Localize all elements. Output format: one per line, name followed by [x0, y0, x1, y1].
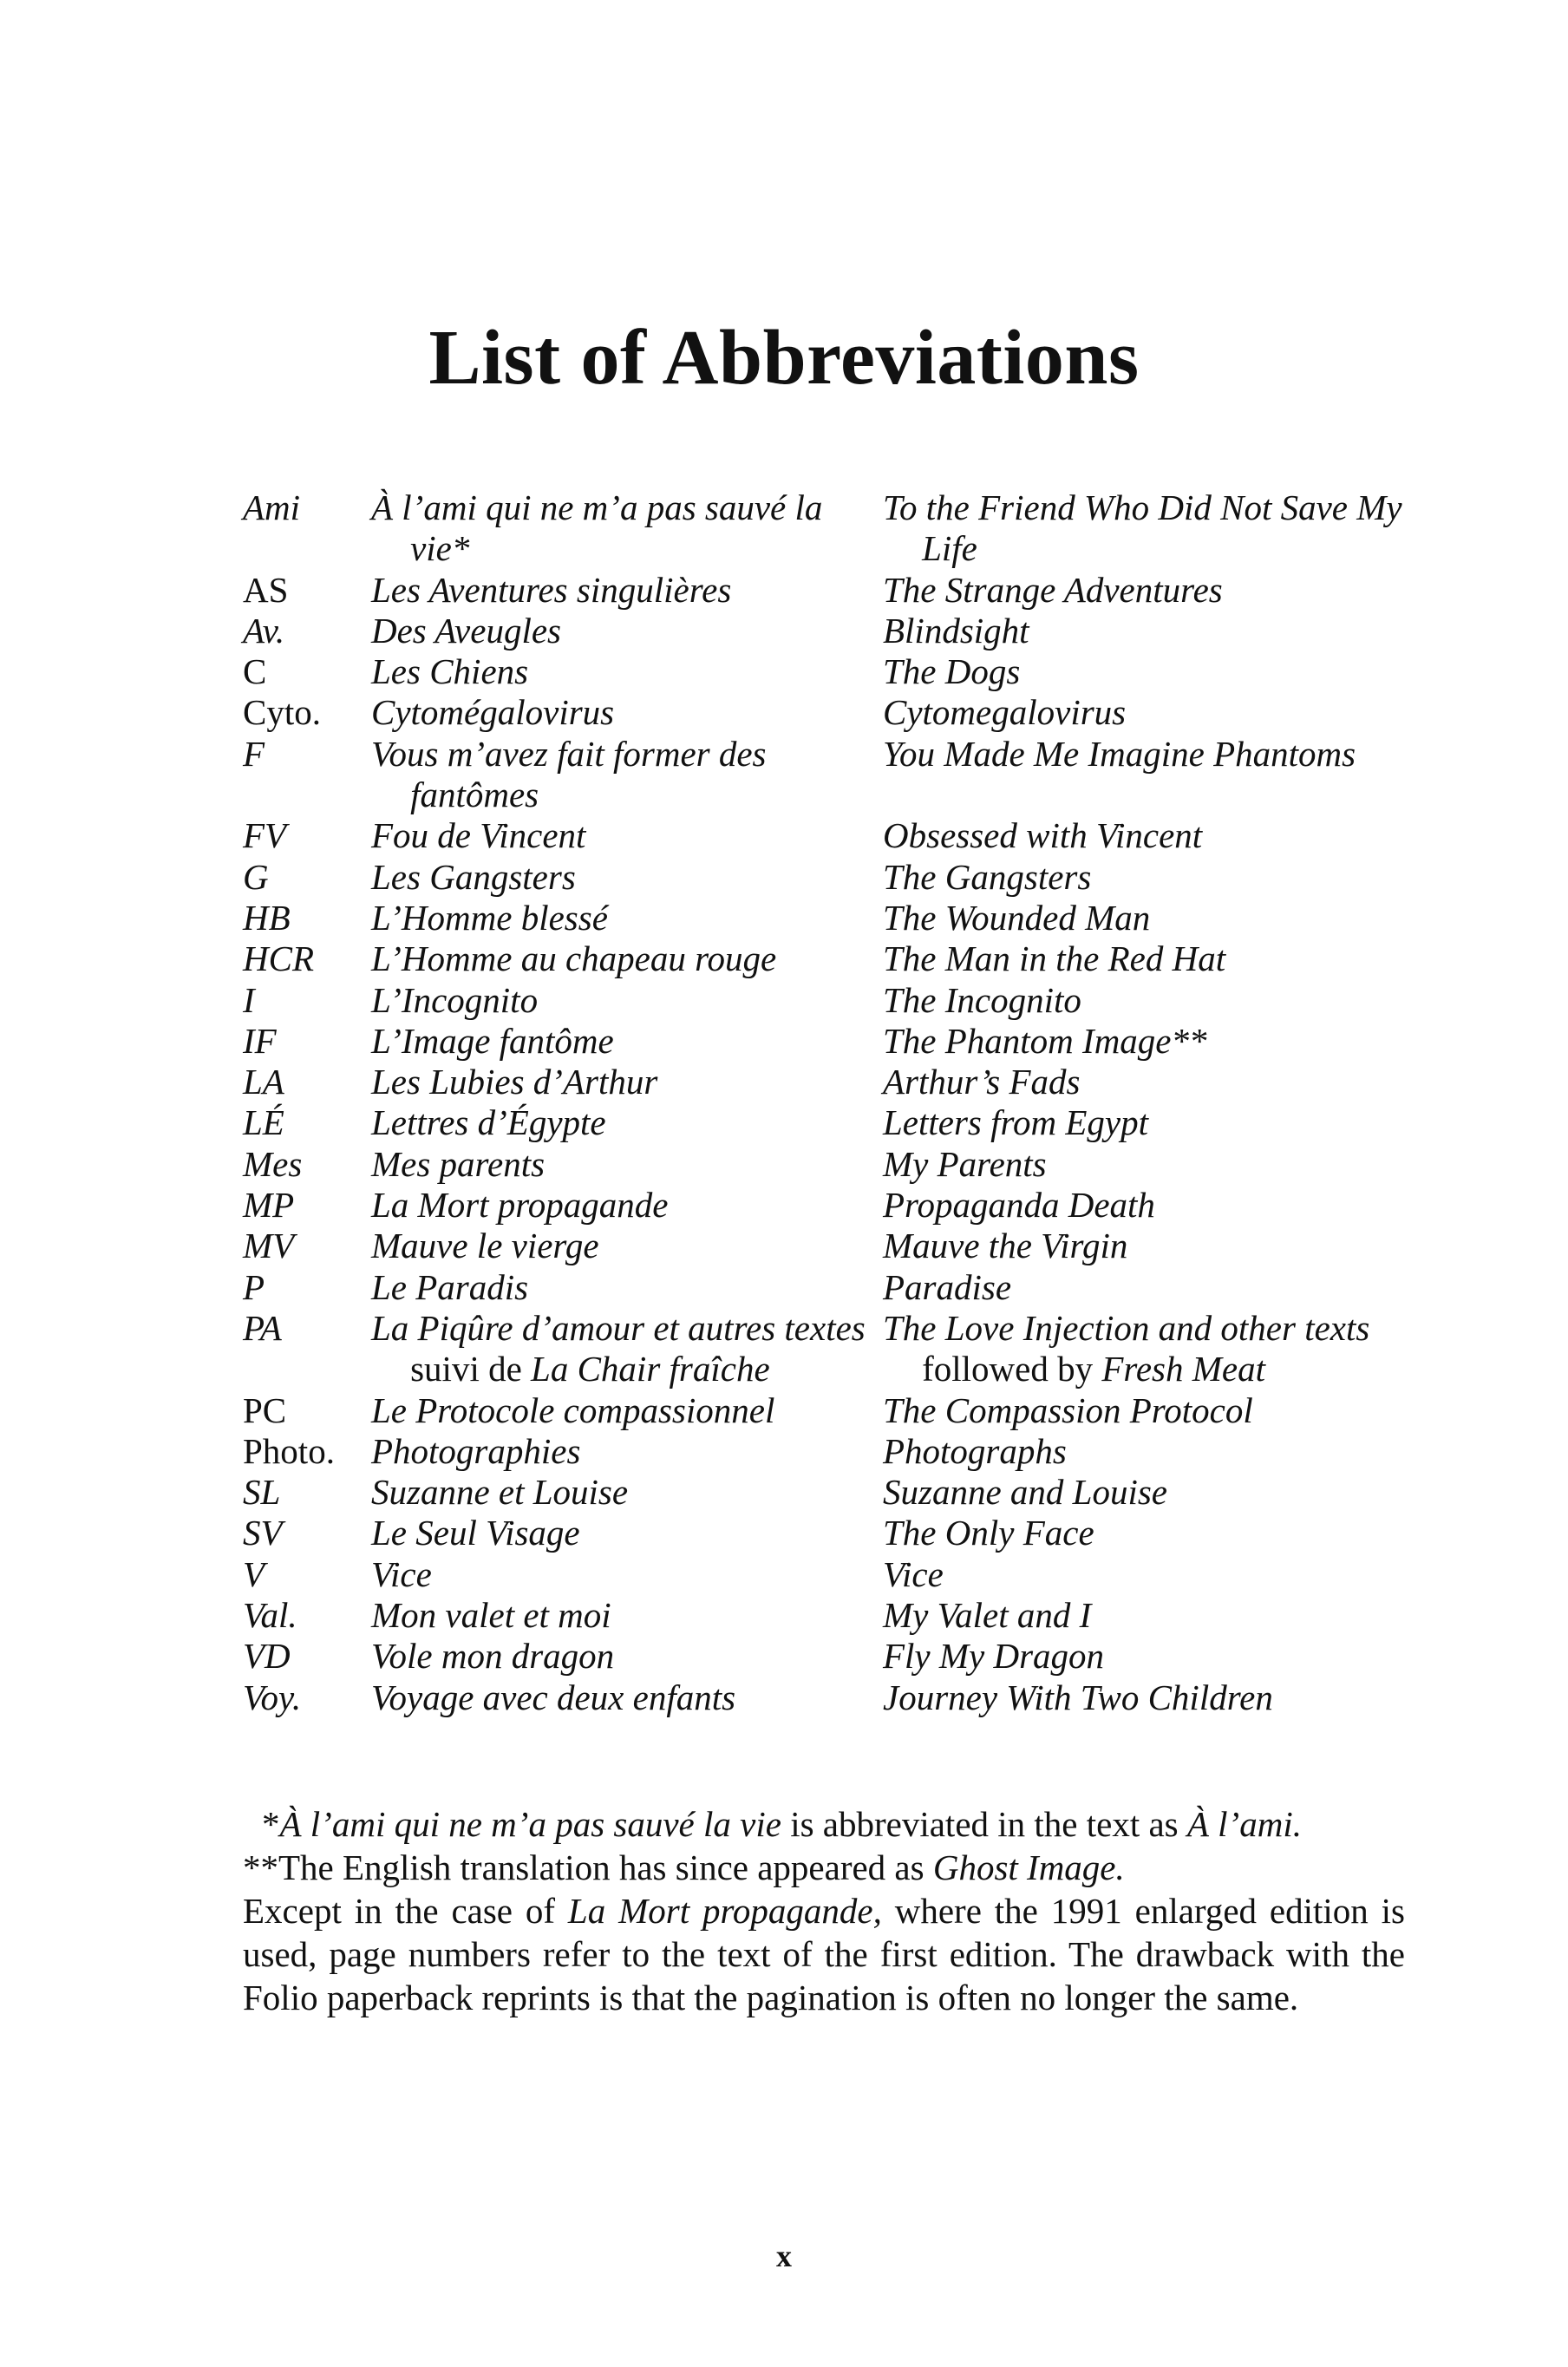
- french-title: Le Protocole compassionnel: [371, 1389, 775, 1430]
- english-title: The Only Face: [883, 1513, 1094, 1553]
- abbreviation-code: LÉ: [243, 1102, 284, 1143]
- page-number: x: [776, 2239, 792, 2273]
- abbreviation-code: PA: [243, 1307, 282, 1348]
- abbreviation-row: [243, 1021, 1405, 1062]
- english-title: The Incognito: [883, 979, 1081, 1020]
- note-text: where the 1991 enlarged edition is used, page numbers refer to the text of the first edition. The drawback with the Folio paperback reprints is that the pagination is often no longer the same.: [243, 1891, 1405, 2017]
- french-title: Photographies: [371, 1430, 581, 1471]
- abbreviation-row: [243, 1308, 1405, 1390]
- french-title: Mes parents: [371, 1143, 546, 1184]
- note-text: Except in the case of: [243, 1891, 568, 1931]
- french-title: Le Paradis: [371, 1266, 529, 1307]
- abbreviation-row: [243, 487, 1405, 570]
- abbreviation-row: [243, 1472, 1405, 1513]
- french-title: Voyage avec deux enfants: [371, 1677, 736, 1717]
- french-title: L’Homme au chapeau rouge: [371, 938, 777, 979]
- abbreviation-row: [243, 734, 1405, 816]
- abbreviation-code: HCR: [243, 938, 314, 979]
- english-title: Journey With Two Children: [883, 1677, 1273, 1717]
- english-title-part: Fresh Meat: [1101, 1349, 1265, 1389]
- note-title: La Mort propagande,: [567, 1891, 882, 1931]
- french-title-part: La Chair fraîche: [531, 1349, 770, 1389]
- footnote-text: **The English translation has since appeared as: [243, 1847, 933, 1887]
- abbreviation-code: P: [243, 1266, 265, 1307]
- french-title: Les Lubies d’Arthur: [371, 1062, 658, 1102]
- abbreviation-code: V: [243, 1553, 265, 1594]
- abbreviation-code: LA: [243, 1062, 284, 1102]
- abbreviation-row: [243, 815, 1405, 856]
- abbreviation-code: Val.: [243, 1595, 297, 1636]
- abbreviation-row: [243, 1390, 1405, 1431]
- abbreviation-row: [243, 1267, 1405, 1308]
- english-title: Blindsight: [883, 610, 1029, 651]
- abbreviation-row: [243, 1062, 1405, 1102]
- abbreviation-code: F: [243, 733, 265, 774]
- english-title: Cytomegalovirus: [883, 692, 1127, 733]
- abbreviation-code: SV: [243, 1513, 283, 1553]
- english-title: Arthur’s Fads: [883, 1062, 1081, 1102]
- abbreviation-row: [243, 857, 1405, 898]
- abbreviation-row: [243, 980, 1405, 1021]
- french-title: Vole mon dragon: [371, 1636, 615, 1677]
- footnote-title: Ghost Image.: [932, 1847, 1125, 1887]
- english-title: To the Friend Who Did Not Save My Life: [883, 487, 1402, 569]
- french-title: Des Aveugles: [371, 610, 561, 651]
- abbreviation-code: I: [243, 979, 255, 1020]
- abbreviation-row: [243, 1226, 1405, 1266]
- footnote-title-short: À l’ami.: [1186, 1804, 1302, 1844]
- english-title: The Dogs: [883, 651, 1021, 692]
- abbreviation-code: Mes: [243, 1143, 303, 1184]
- french-title: À l’ami qui ne m’a pas sauvé la vie*: [371, 487, 823, 569]
- abbreviation-code: G: [243, 856, 269, 897]
- footnote-marker: *: [262, 1804, 280, 1844]
- abbreviation-row: [243, 1636, 1405, 1677]
- english-title-part: The Love Injection and other texts: [883, 1307, 1370, 1348]
- english-title: The Strange Adventures: [883, 569, 1223, 610]
- abbreviation-code: PC: [243, 1389, 287, 1430]
- abbreviation-code: Cyto.: [243, 692, 321, 733]
- abbreviation-row: [243, 1595, 1405, 1636]
- english-title: Propaganda Death: [883, 1185, 1155, 1226]
- french-title: La Mort propagande: [371, 1185, 669, 1226]
- abbreviation-code: Voy.: [243, 1677, 302, 1717]
- english-title: The Wounded Man: [883, 897, 1151, 938]
- abbreviation-code: Av.: [243, 610, 285, 651]
- abbreviation-row: [243, 1677, 1405, 1718]
- abbreviations-table: [243, 487, 1405, 1718]
- abbreviation-row: [243, 1513, 1405, 1553]
- french-title: Les Chiens: [371, 651, 529, 692]
- abbreviation-code: MV: [243, 1226, 295, 1266]
- french-title: Mauve le vierge: [371, 1226, 599, 1266]
- abbreviation-row: [243, 1102, 1405, 1143]
- abbreviation-row: [243, 1554, 1405, 1595]
- french-title: Vous m’avez fait former des fantômes: [371, 733, 767, 815]
- english-title: The Phantom Image**: [883, 1020, 1207, 1061]
- footnote-1: [243, 1802, 1405, 1846]
- abbreviation-row: [243, 1144, 1405, 1185]
- abbreviation-code: Ami: [243, 487, 301, 527]
- french-title: Le Seul Visage: [371, 1513, 580, 1553]
- abbreviation-code: IF: [243, 1020, 277, 1061]
- french-title: L’Homme blessé: [371, 897, 608, 938]
- french-title: L’Incognito: [371, 979, 539, 1020]
- english-title: My Parents: [883, 1143, 1047, 1184]
- footnote-text: is abbreviated in the text as: [781, 1804, 1187, 1844]
- french-title: Lettres d’Égypte: [371, 1102, 606, 1143]
- english-title: Mauve the Virgin: [883, 1226, 1128, 1266]
- abbreviation-row: [243, 898, 1405, 938]
- edition-note: [243, 1889, 1405, 2019]
- english-title-part: followed by: [922, 1349, 1102, 1389]
- french-title: Les Gangsters: [371, 856, 576, 897]
- french-title: L’Image fantôme: [371, 1020, 614, 1061]
- abbreviation-row: [243, 938, 1405, 979]
- abbreviation-code: C: [243, 651, 267, 692]
- french-title-part: suivi de: [410, 1349, 532, 1389]
- abbreviation-code: HB: [243, 897, 291, 938]
- french-title: Cytomégalovirus: [371, 692, 615, 733]
- abbreviation-code: AS: [243, 569, 289, 610]
- abbreviation-code: SL: [243, 1472, 281, 1513]
- french-title: Mon valet et moi: [371, 1595, 611, 1636]
- abbreviation-row: [243, 1431, 1405, 1472]
- french-title: [371, 1308, 883, 1390]
- abbreviation-code: VD: [243, 1636, 291, 1677]
- abbreviation-row: [243, 1185, 1405, 1226]
- english-title: Fly My Dragon: [883, 1636, 1105, 1677]
- english-title: Obsessed with Vincent: [883, 815, 1203, 856]
- abbreviation-code: FV: [243, 815, 287, 856]
- french-title: Les Aventures singulières: [371, 569, 732, 610]
- abbreviation-code: MP: [243, 1185, 295, 1226]
- abbreviation-row: [243, 611, 1405, 651]
- notes: [243, 1802, 1405, 2019]
- footnote-title-full: À l’ami qui ne m’a pas sauvé la vie: [279, 1804, 781, 1844]
- french-title: Fou de Vincent: [371, 815, 586, 856]
- english-title: The Compassion Protocol: [883, 1389, 1253, 1430]
- english-title: Paradise: [883, 1266, 1012, 1307]
- abbreviation-row: [243, 651, 1405, 692]
- page-title: List of Abbreviations: [428, 315, 1140, 401]
- french-title-part: La Piqûre d’amour et autres textes: [371, 1307, 866, 1348]
- abbreviation-row: [243, 570, 1405, 611]
- english-title: Photographs: [883, 1430, 1067, 1471]
- english-title: You Made Me Imagine Phantoms: [883, 733, 1356, 774]
- english-title: The Man in the Red Hat: [883, 938, 1226, 979]
- footnote-2: [243, 1846, 1405, 1889]
- english-title: [883, 1308, 1405, 1390]
- abbreviation-code: Photo.: [243, 1430, 335, 1471]
- french-title: Vice: [371, 1553, 432, 1594]
- english-title: Letters from Egypt: [883, 1102, 1148, 1143]
- abbreviation-row: [243, 692, 1405, 733]
- english-title: My Valet and I: [883, 1595, 1092, 1636]
- english-title: The Gangsters: [883, 856, 1092, 897]
- english-title: Vice: [883, 1553, 944, 1594]
- french-title: Suzanne et Louise: [371, 1472, 629, 1513]
- english-title: Suzanne and Louise: [883, 1472, 1167, 1513]
